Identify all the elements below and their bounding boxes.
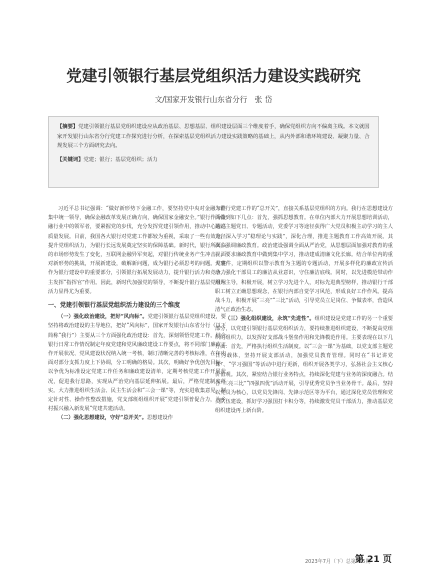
keywords-paragraph — [57, 156, 370, 166]
keywords-text: 党建；银行；基层党组织；活力 — [83, 156, 158, 163]
article-title: 党建引领银行基层党组织活力建设实践研究 — [66, 67, 361, 85]
abstract-paragraph — [57, 123, 370, 152]
subsection-2-text: 思想建设作 — [146, 415, 173, 422]
abstract-text: 党建引领银行基层党组织建设应从政治基层、思想基层、组织建设层面三个维度着手，确保党组织方向不偏离主线。本文就国家开发银行山东省分行党建工作探究进行分析，在探索基层党组织活力建设实践策略的基础上，从内外部和谐环境建设、凝聚力量、合规发展三个方面研究去向。 — [57, 124, 370, 149]
article-author: 文/国家开发银行山东省分行 张 岱 — [154, 95, 273, 104]
abstract-label: 【摘要】 — [57, 124, 79, 130]
right-column — [215, 205, 393, 417]
subsection-2-paragraph — [48, 414, 226, 423]
subsection-2-heading: （二）强化思想建设，守好“总开关”。 — [58, 415, 147, 422]
right-paragraph-1: 为银行党建工作的“总开关”，直接关系基层党组织的方向。我行在思想建设方面做到如下几点：首先，强抓思想教育。在单位内部大力开展思想培训活动，通过主题党日、专题活动，党委学习等途径获得广大党员积极主动学习的主人力，深入学习“稳理论与实践”，深化合理，推进主题教育工作高效开展。其次，强调廉政教育。政治建设强调全面从严治党，从思想层面加强对教育的重视，要求廉政教育中做到集中学习，推动建成清廉文化长廊。结合单位内的重大事件，定期组织以警示教育为主题的专题活动，开展多样化的廉政宣传活动，强化干部员工的廉洁从业意识，守住廉洁底线。同时，以先进模范带动作用为主导，积极开展，树立学习先进个人，对标先进典型榜样，推动银行干部职工树立正确思想观念，在银行内部自觉学习风范，形成良好工作作风。提高战斗力，积极开展“三亮”“三比”活动，引导党员立足岗位、争做表率，营造风清气正政治生态。 — [215, 206, 393, 314]
subsection-1-text: 党建引领银行基层党组织建设，要坚持将政治建设的主导地位，把好“风向标”，国家开发银行山东省分行（以下简称“我行”）主要从三个方面强化政治建设：首先，深刻领悟党建工作。结合银行日常工作情况制定年度党建和党风廉政建设工作要点，将不同部门廉政工作开展状况、党风建设状况纳入统一考核，制订清晰完善的考核标准，在年内面对部分支抓力度上下协调，分工明确的格局。其次，明确好争优创先目标，以争优为标准设定党建工作任务和廉政建设清单，定期考核党建工作开展状况，促进我行思路，实现从严治党向基层延伸拓展。最后，严格党建制度落实。大力推进组织生活会、民主生活会和“三会一课”等，充实进收集意见，制定针对性、操作性整改措施，党支部班组组织开展“党建引领普促合力，为乡村振兴融入新发展“党建共建活动。 — [48, 314, 226, 413]
subsection-1-heading: （一）强化政治建设，把好“风向标”。 — [58, 314, 148, 321]
intro-paragraph: 习近平总书记强调：“做好新形势下金融工作，要坚持党中央对金融工作集中统一领导，确保金融改革发展正确方向，确保国家金融安全。”银行作为金融行业中的领军者，要紧握党的步伐，充分发挥党建引领作用，推动中心的高质量发展。目前，我国各大银行对党建工作都较为重视，采取了一些有效途径提升党组织活力，为银行长远发展奠定坚实的保障基础。新时代，银行所面临的市场形势发生了变化，互联网金融异军突起，对银行传统业务产生冲击。面对新形势的挑战，开展新建设，破解新问题，成为银行必须思考的问题。党建作为银行建设中的重要部分，引领银行拓展发展动力，提升银行活力和竞争力主发挥“指挥官”作用。因此，新时代加强党的领导，不断提升银行基层党组织活力显得尤为重要。 — [48, 206, 226, 295]
abstract-box — [48, 116, 379, 188]
issue-info: 2023年7月（下）总第415期 — [305, 559, 371, 565]
subsection-3-paragraph — [215, 315, 393, 416]
left-column — [48, 205, 226, 424]
keywords-label: 【关键词】 — [57, 156, 84, 163]
subsection-3-text: 组织建设是党建工作的另一个重要部分，以党建引领银行基层党组织活力，要持续推进组织建设，不断提高党组织的组织力，以发挥好支部战斗堡垒作用和先锋模范作用。主要表现在以下几方面：首先，严格执行组织生活制度。以“三会一课”为基础，以党支部主题党日为载体，坚持开展支部活动，加强党员教育管理。同时在“书记讲党课”、“学习强国”等活动中进行更新，组织开展各类学习，弘扬社会主义核心价值观。其次，紧密结合银行业务特点，持续深化党建与业务的深度融合。结合“三亮三比”“四强四优”活动开展，引导优秀党员争当业务骨干。最后，坚持以党员为核心，以党员先锋岗、先锋示范区等为平台，通过深化党员管理和党员队伍建设，抓好学习强国打卡积分等，持续激发党员干部活力，推动基层党组织建设再上新台阶。 — [215, 316, 393, 415]
subsection-3-heading: （三）强化组织建设，永筑“先进性”。 — [225, 316, 315, 323]
subsection-1-paragraph — [48, 313, 226, 414]
section-1-heading: 一、党建引领银行基层党组织活力建设的三个维度 — [48, 302, 181, 310]
page-number: 第 21 页 — [355, 555, 392, 565]
